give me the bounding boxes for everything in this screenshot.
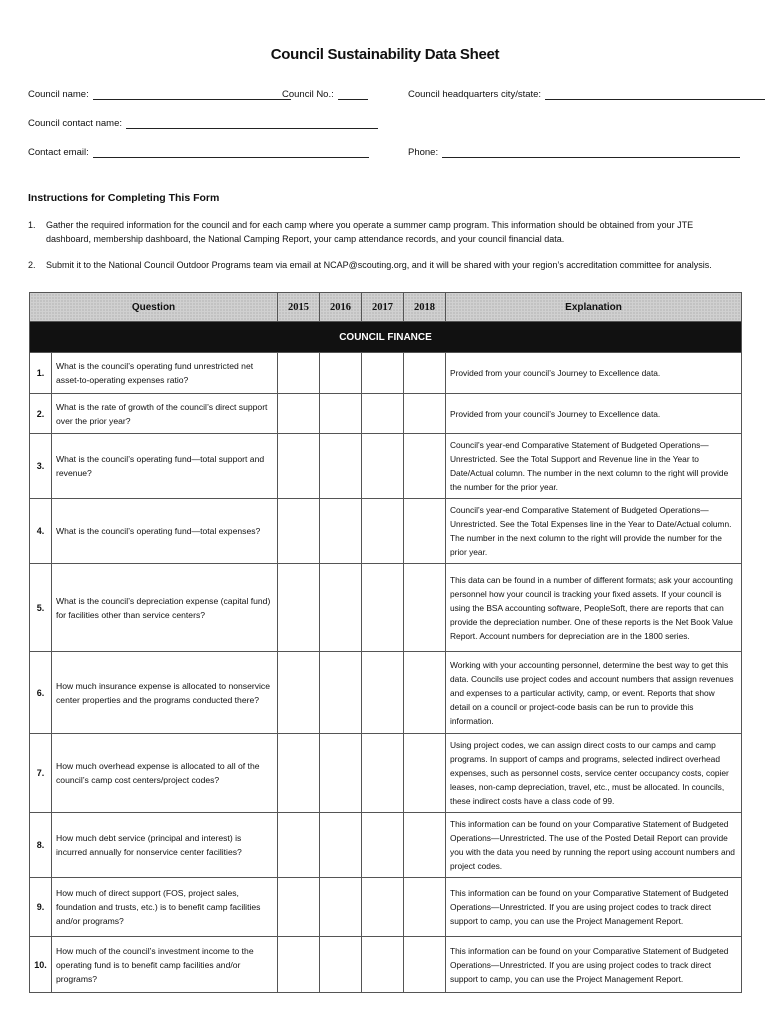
row-number: 1. [30, 353, 52, 394]
contact-email-label: Contact email: [28, 147, 89, 158]
row-explanation: Provided from your council’s Journey to Excellence data. [446, 353, 742, 394]
contact-email-field[interactable] [93, 147, 369, 158]
hq-field[interactable] [545, 89, 765, 100]
cell-2018[interactable] [404, 434, 446, 499]
row-question: How much overhead expense is allocated to all of the council’s camp cost centers/project codes? [52, 734, 278, 813]
cell-2017[interactable] [362, 564, 404, 652]
instruction-number: 2. [28, 260, 36, 270]
table-row [30, 734, 742, 813]
row-explanation: Council’s year-end Comparative Statement of Budgeted Operations—Unrestricted. See the Total Expenses line in the Year to Date/Actual column. The number in the next column to the right will provide the number for the prior year. [446, 499, 742, 564]
cell-2016[interactable] [320, 937, 362, 993]
row-question: How much debt service (principal and interest) is incurred annually for nonservice center facilities? [52, 813, 278, 878]
year-2016-header: 2016 [320, 293, 362, 322]
row-question: What is the council’s operating fund—total support and revenue? [52, 434, 278, 499]
table-row [30, 813, 742, 878]
council-no-field[interactable] [338, 89, 368, 100]
instruction-item [28, 258, 728, 272]
council-no-row [282, 89, 368, 100]
table-row [30, 499, 742, 564]
cell-2016[interactable] [320, 394, 362, 434]
contact-email-row [28, 147, 369, 158]
row-question: How much insurance expense is allocated to nonservice center properties and the programs conducted there? [52, 652, 278, 734]
cell-2015[interactable] [278, 734, 320, 813]
table-row [30, 353, 742, 394]
row-number: 9. [30, 878, 52, 937]
row-number: 7. [30, 734, 52, 813]
row-question: What is the council’s operating fund—total expenses? [52, 499, 278, 564]
cell-2018[interactable] [404, 499, 446, 564]
section-title: COUNCIL FINANCE [30, 322, 742, 353]
phone-row [408, 147, 740, 158]
cell-2015[interactable] [278, 652, 320, 734]
instruction-item [28, 218, 728, 246]
row-number: 2. [30, 394, 52, 434]
table-row [30, 878, 742, 937]
row-explanation: This data can be found in a number of different formats; ask your accounting personnel how your council is tracking your fixed assets. If your council is using the BSA accounting software, PeopleSoft, there are reports that can provide the depreciation number. One of these reports is the Net Book Value Report. Account numbers for depreciation are in the 1800 series. [446, 564, 742, 652]
cell-2017[interactable] [362, 937, 404, 993]
row-number: 10. [30, 937, 52, 993]
year-2017-header: 2017 [362, 293, 404, 322]
row-number: 5. [30, 564, 52, 652]
row-question: What is the council’s operating fund unrestricted net asset-to-operating expenses ratio? [52, 353, 278, 394]
table-header-row [30, 293, 742, 322]
cell-2016[interactable] [320, 813, 362, 878]
cell-2017[interactable] [362, 652, 404, 734]
instructions-title: Instructions for Completing This Form [28, 192, 220, 204]
cell-2018[interactable] [404, 652, 446, 734]
cell-2018[interactable] [404, 937, 446, 993]
page-title: Council Sustainability Data Sheet [270, 46, 500, 63]
row-explanation: This information can be found on your Comparative Statement of Budgeted Operations—Unrestricted. If you are using project codes to track direct support to camp, you can use the Project Management Report. [446, 937, 742, 993]
cell-2018[interactable] [404, 813, 446, 878]
cell-2018[interactable] [404, 878, 446, 937]
cell-2015[interactable] [278, 813, 320, 878]
cell-2017[interactable] [362, 434, 404, 499]
row-explanation: Using project codes, we can assign direct costs to our camps and camp programs. In support of camps and programs, selected indirect overhead expenses, such as personnel costs, service center occupancy costs, copier leases, non-camp depreciation, travel, etc., must be allocated. In councils, these indirect costs have a class code of 99. [446, 734, 742, 813]
data-table [29, 292, 742, 993]
cell-2015[interactable] [278, 434, 320, 499]
cell-2015[interactable] [278, 394, 320, 434]
cell-2016[interactable] [320, 434, 362, 499]
section-row [30, 322, 742, 353]
row-number: 8. [30, 813, 52, 878]
instruction-text: Gather the required information for the council and for each camp where you operate a summer camp program. This information should be obtained from your JTE dashboard, membership dashboard, the National Camping Report, your camp attendance records, and your council financial data. [46, 220, 694, 244]
row-question: What is the council’s depreciation expense (capital fund) for facilities other than service centers? [52, 564, 278, 652]
cell-2018[interactable] [404, 353, 446, 394]
table-row [30, 937, 742, 993]
instruction-number: 1. [28, 220, 36, 230]
cell-2016[interactable] [320, 734, 362, 813]
row-question: How much of direct support (FOS, project sales, foundation and trusts, etc.) is to benefit camp facilities and/or programs? [52, 878, 278, 937]
contact-name-row [28, 118, 378, 129]
row-explanation: Provided from your council’s Journey to Excellence data. [446, 394, 742, 434]
cell-2016[interactable] [320, 564, 362, 652]
cell-2015[interactable] [278, 564, 320, 652]
row-explanation: Working with your accounting personnel, determine the best way to get this data. Councils use project codes and account numbers that assign revenues and expenses to a particular activity, camp, or event. Reports that show detail on a council or project-code basis can be run to provide this information. [446, 652, 742, 734]
row-number: 3. [30, 434, 52, 499]
cell-2017[interactable] [362, 813, 404, 878]
contact-name-field[interactable] [126, 118, 378, 129]
cell-2017[interactable] [362, 499, 404, 564]
instruction-text: Submit it to the National Council Outdoor Programs team via email at NCAP@scouting.org, and it will be shared with your region’s accreditation committee for analysis. [46, 260, 712, 270]
cell-2018[interactable] [404, 734, 446, 813]
table-row [30, 394, 742, 434]
cell-2015[interactable] [278, 353, 320, 394]
row-question: How much of the council’s investment income to the operating fund is to benefit camp facilities and/or programs? [52, 937, 278, 993]
council-name-label: Council name: [28, 89, 89, 100]
year-2018-header: 2018 [404, 293, 446, 322]
cell-2017[interactable] [362, 878, 404, 937]
contact-name-label: Council contact name: [28, 118, 122, 129]
row-explanation: This information can be found on your Comparative Statement of Budgeted Operations—Unrestricted. The use of the Posted Detail Report can provide you with the data you need by running the report using account numbers and project codes. [446, 813, 742, 878]
question-header: Question [30, 293, 278, 322]
cell-2015[interactable] [278, 499, 320, 564]
council-name-row [28, 89, 291, 100]
row-number: 4. [30, 499, 52, 564]
table-row [30, 564, 742, 652]
row-number: 6. [30, 652, 52, 734]
phone-label: Phone: [408, 147, 439, 158]
table-row [30, 434, 742, 499]
council-name-field[interactable] [93, 89, 291, 100]
hq-row [408, 89, 765, 100]
cell-2018[interactable] [404, 394, 446, 434]
cell-2017[interactable] [362, 734, 404, 813]
explanation-header: Explanation [446, 293, 742, 322]
cell-2016[interactable] [320, 353, 362, 394]
cell-2015[interactable] [278, 878, 320, 937]
cell-2016[interactable] [320, 878, 362, 937]
row-explanation: This information can be found on your Comparative Statement of Budgeted Operations—Unrestricted. If you are using project codes to track direct support to camp, you can use the Project Management Report. [446, 878, 742, 937]
council-no-label: Council No.: [282, 89, 334, 100]
hq-label: Council headquarters city/state: [408, 89, 542, 100]
cell-2015[interactable] [278, 937, 320, 993]
cell-2016[interactable] [320, 499, 362, 564]
cell-2018[interactable] [404, 564, 446, 652]
cell-2016[interactable] [320, 652, 362, 734]
row-explanation: Council’s year-end Comparative Statement of Budgeted Operations—Unrestricted. See the Total Support and Revenue line in the Year to Date/Actual column. The number in the next column to the right will provide the number for the prior year. [446, 434, 742, 499]
phone-field[interactable] [442, 147, 740, 158]
row-question: What is the rate of growth of the council’s direct support over the prior year? [52, 394, 278, 434]
cell-2017[interactable] [362, 394, 404, 434]
table-row [30, 652, 742, 734]
cell-2017[interactable] [362, 353, 404, 394]
year-2015-header: 2015 [278, 293, 320, 322]
